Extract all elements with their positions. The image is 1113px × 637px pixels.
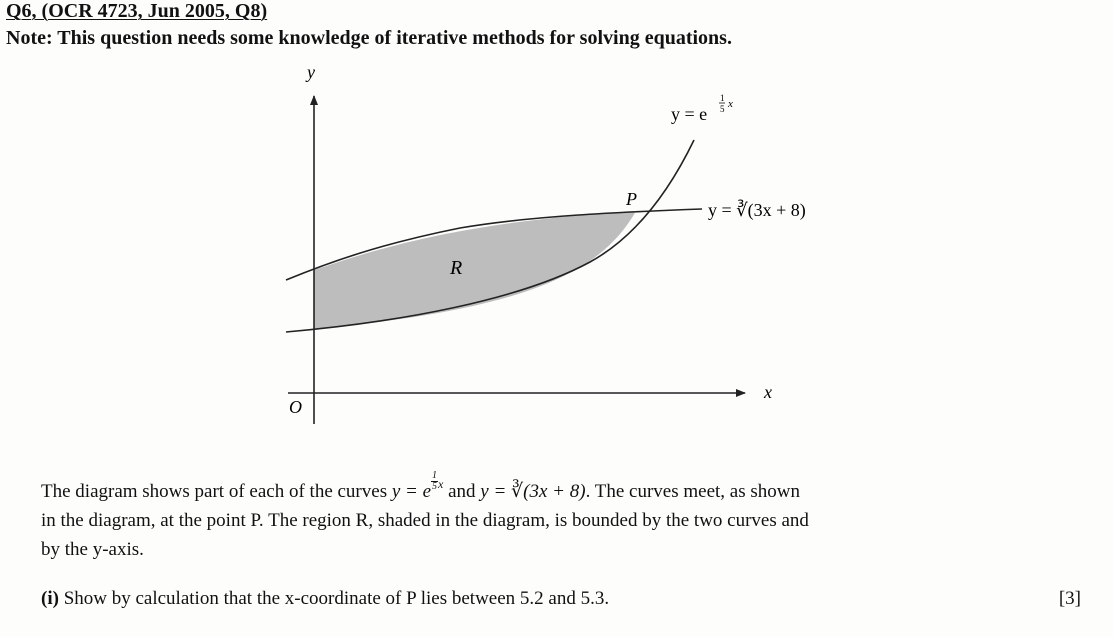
eq-exponential: [391, 470, 444, 502]
paragraph-text-a: The diagram shows part of each of the curves: [41, 481, 392, 502]
y-axis-label: y: [307, 62, 315, 82]
curve-exponential-exp-var: x: [728, 98, 733, 110]
part-i: [41, 588, 1081, 610]
eq-exponential-var: x: [438, 477, 444, 491]
eq-exponential-num: 1: [432, 470, 438, 481]
region-r-label: R: [450, 257, 463, 279]
curve-cube-root-label: y = ∛(3x + 8): [708, 200, 806, 220]
question-note: Note: This question needs some knowledge of iterative methods for solving equations.: [6, 27, 732, 49]
eq-cube-root: y = ∛(3x + 8): [480, 481, 586, 502]
eq-exponential-exponent: [431, 471, 438, 492]
x-axis-label: x: [764, 382, 772, 402]
eq-exponential-lhs: y = e: [391, 481, 432, 502]
curve-exponential-exp-den: 5: [720, 104, 725, 114]
curve-exponential-exp-num: 1: [720, 93, 725, 103]
question-paragraph: [41, 470, 1091, 564]
point-p-label: P: [626, 189, 637, 209]
paragraph-line-2: in the diagram, at the point P. The region R, shaded in the diagram, is bounded by the two curves and: [41, 510, 809, 531]
curve-exponential-lhs: y = e: [671, 104, 708, 124]
paragraph-and: and: [443, 481, 481, 502]
eq-exponential-den: 5: [432, 481, 438, 492]
paragraph-text-b: . The curves meet, as shown: [585, 481, 800, 502]
paragraph-line-3: by the y-axis.: [41, 539, 144, 560]
part-i-marks: [3]: [1058, 588, 1081, 609]
curve-exponential-label: [671, 93, 733, 124]
part-i-label: (i): [41, 588, 59, 609]
paragraph-line-1: [41, 470, 1091, 506]
origin-label: O: [289, 397, 302, 417]
part-i-text: Show by calculation that the x-coordinate of P lies between 5.2 and 5.3.: [63, 588, 610, 609]
shaded-region-r: [314, 211, 636, 329]
question-title: Q6, (OCR 4723, Jun 2005, Q8): [6, 0, 268, 22]
